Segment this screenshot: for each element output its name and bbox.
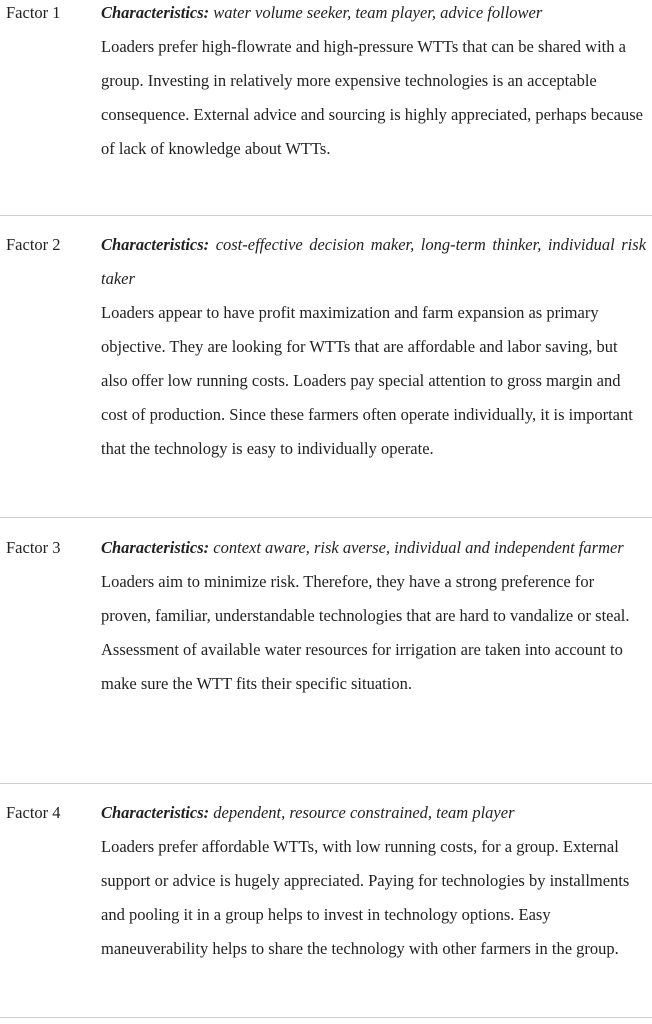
factor-description: Loaders appear to have profit maximization and farm expansion as primary objective. They are looking for WTTs that are affordable and labor saving, but also offer low running costs. Loaders pay special attention to gross margin and cost of production. Since these farmers often operate individually, it is important that the technology is easy to individually operate. xyxy=(101,303,633,458)
factor-label: Factor 3 xyxy=(6,538,61,557)
factor-label: Factor 4 xyxy=(6,803,61,822)
characteristics-text: cost-effective decision maker, long-term thinker, individual risk taker xyxy=(101,235,647,288)
factor-label: Factor 2 xyxy=(6,235,61,254)
factor-description: Loaders prefer affordable WTTs, with low running costs, for a group. External support or advice is hugely appreciated. Paying for technologies by installments and pooling it in a group helps to invest in technology options. Easy maneuverability helps to share the technology with other farmers in the group. xyxy=(101,837,630,958)
factor-content xyxy=(101,531,646,701)
characteristics-line xyxy=(101,0,646,30)
characteristics-line xyxy=(101,228,646,296)
factor-content xyxy=(101,0,646,166)
characteristics-line xyxy=(101,796,646,830)
table-row-factor-3 xyxy=(0,518,652,784)
factor-description: Loaders aim to minimize risk. Therefore, they have a strong preference for proven, familiar, understandable technologies that are hard to vandalize or steal. Assessment of available water resources for irrigation are taken into account to make sure the WTT fits their specific situation. xyxy=(101,572,630,693)
factor-description: Loaders prefer high-flowrate and high-pressure WTTs that can be shared with a group. Investing in relatively more expensive technologies is an acceptable consequence. External advice and sourcing is highly appreciated, perhaps because of lack of knowledge about WTTs. xyxy=(101,37,643,158)
characteristics-text: dependent, resource constrained, team player xyxy=(213,803,515,822)
table-row-factor-2 xyxy=(0,216,652,518)
characteristics-text: context aware, risk averse, individual and independent farmer xyxy=(213,538,624,557)
characteristics-label: Characteristics: xyxy=(101,538,210,557)
characteristics-label: Characteristics: xyxy=(101,235,210,254)
characteristics-label: Characteristics: xyxy=(101,803,210,822)
factor-label: Factor 1 xyxy=(6,3,61,22)
characteristics-label: Characteristics: xyxy=(101,3,210,22)
factor-content xyxy=(101,228,646,466)
table-row-factor-4 xyxy=(0,784,652,1018)
characteristics-line xyxy=(101,531,646,565)
table-row-factor-1 xyxy=(0,0,652,216)
factor-content xyxy=(101,796,646,966)
characteristics-text: water volume seeker, team player, advice follower xyxy=(213,3,543,22)
